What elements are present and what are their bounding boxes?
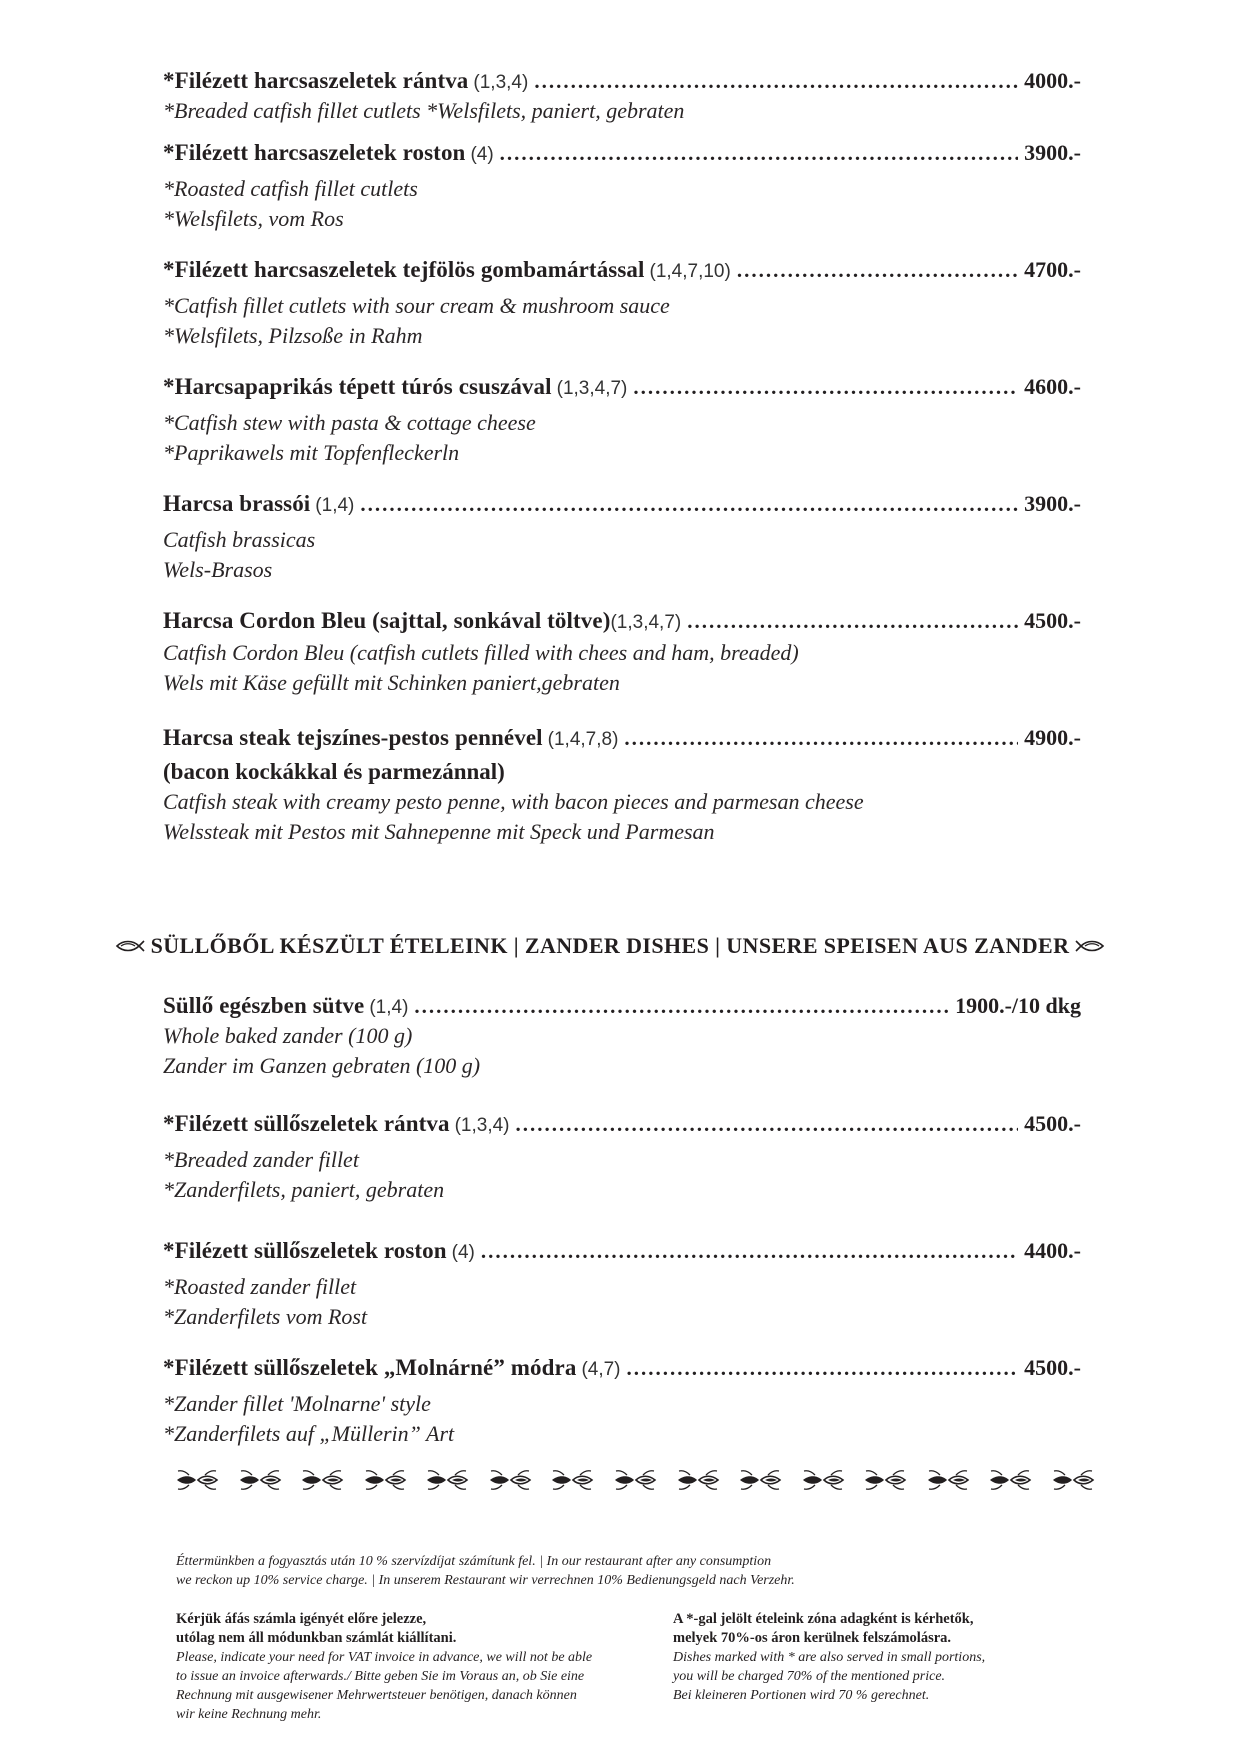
allergen-codes: (4): [451, 1242, 475, 1263]
price: 1900.-/10 dkg: [955, 993, 1081, 1018]
dot-leader: [633, 374, 1018, 400]
dish-description: Wels-Brasos: [163, 557, 273, 582]
dot-leader: [624, 725, 1018, 751]
allergen-codes: (4): [470, 144, 494, 165]
menu-item: [163, 608, 1081, 698]
dot-leader: [414, 993, 949, 1019]
ornament-icon: [425, 1468, 469, 1492]
dot-leader: [687, 608, 1018, 634]
dish-description: *Roasted zander fillet: [163, 1274, 357, 1299]
dish-description: *Zanderfilets vom Rost: [163, 1304, 368, 1329]
note-line: melyek 70%-os áron kerülnek felszámolásra.: [673, 1630, 952, 1646]
dot-leader: [360, 491, 1018, 517]
ornament-icon: [613, 1468, 657, 1492]
dish-description: Catfish Cordon Bleu (catfish cutlets filled with chees and ham, breaded): [163, 640, 799, 665]
dish-description: Catfish steak with creamy pesto penne, with bacon pieces and parmesan cheese: [163, 789, 864, 814]
dish-description: Wels mit Käse gefüllt mit Schinken paniert,gebraten: [163, 670, 620, 695]
dish-description: *Zanderfilets, paniert, gebraten: [163, 1177, 445, 1202]
dish-name: *Filézett süllőszeletek „Molnárné” módra: [163, 1355, 577, 1380]
dish-description: *Breaded catfish fillet cutlets *Welsfilets, paniert, gebraten: [163, 98, 685, 123]
dot-leader: [627, 1355, 1019, 1381]
ornament-icon: [863, 1468, 907, 1492]
allergen-codes: (1,4,7,10): [649, 261, 731, 282]
menu-item: [163, 725, 1081, 847]
menu-item: [163, 140, 1081, 234]
price: 4500.-: [1024, 1355, 1081, 1380]
ornament-icon: [238, 1468, 282, 1492]
allergen-codes: (1,3,4): [473, 72, 529, 93]
ornament-icon: [738, 1468, 782, 1492]
dish-description: Welssteak mit Pestos mit Sahnepenne mit Speck und Parmesan: [163, 819, 715, 844]
ornament-icon: [175, 1468, 219, 1492]
dish-description: *Breaded zander fillet: [163, 1147, 359, 1172]
price: 4700.-: [1024, 257, 1081, 282]
small-portion-note: [673, 1610, 1093, 1705]
note-line: A *-gal jelölt ételeink zóna adagként is kérhetők,: [673, 1611, 974, 1627]
menu-item: [163, 1238, 1081, 1332]
menu-item: [163, 68, 1081, 126]
note-line: Kérjük áfás számla igényét előre jelezze,: [176, 1611, 427, 1627]
allergen-codes: (1,4,7,8): [547, 729, 619, 750]
dish-name-continued: (bacon kockákkal és parmezánnal): [163, 759, 505, 784]
dish-name: Harcsa Cordon Bleu (sajttal, sonkával töltve): [163, 608, 611, 633]
dish-description: *Catfish fillet cutlets with sour cream & mushroom sauce: [163, 293, 670, 318]
ornament-icon: [926, 1468, 970, 1492]
menu-item: [163, 491, 1081, 585]
ornament-icon: [488, 1468, 532, 1492]
allergen-codes: (1,3,4,7): [610, 612, 682, 633]
dish-name: *Filézett harcsaszeletek rántva: [163, 68, 469, 93]
dish-description: Catfish brassicas: [163, 527, 316, 552]
dish-name: Harcsa brassói: [163, 491, 311, 516]
section-heading: [100, 933, 1120, 959]
ornament-icon: [988, 1468, 1032, 1492]
section-title: SÜLLŐBŐL KÉSZÜLT ÉTELEINK | ZANDER DISHES | UNSERE SPEISEN AUS ZANDER: [150, 933, 1070, 958]
dot-leader: [481, 1238, 1018, 1264]
menu-item: [163, 374, 1081, 468]
dish-name: Harcsa steak tejszínes-pestos pennével: [163, 725, 543, 750]
service-charge-note: [176, 1552, 1076, 1590]
allergen-codes: (1,4): [369, 997, 409, 1018]
vat-invoice-note: [176, 1610, 656, 1724]
ornament-divider: [175, 1468, 1095, 1492]
dot-leader: [500, 140, 1019, 166]
fish-icon: [115, 938, 145, 954]
menu-item: [163, 993, 1081, 1081]
ornament-icon: [550, 1468, 594, 1492]
price: 4900.-: [1024, 725, 1081, 750]
dot-leader: [737, 257, 1018, 283]
dish-description: *Zander fillet 'Molnarne' style: [163, 1391, 431, 1416]
price: 3900.-: [1024, 140, 1081, 165]
dish-name: Süllő egészben sütve: [163, 993, 365, 1018]
dish-name: *Harcsapaprikás tépett túrós csuszával: [163, 374, 552, 399]
dish-name: *Filézett süllőszeletek roston: [163, 1238, 447, 1263]
allergen-codes: (1,3,4): [454, 1115, 510, 1136]
menu-item: [163, 1355, 1081, 1449]
dish-description: Whole baked zander (100 g): [163, 1023, 413, 1048]
ornament-icon: [676, 1468, 720, 1492]
note-line: we reckon up 10% service charge. | In unserem Restaurant wir verrechnen 10% Bedienungsgeld nach Verzehr.: [176, 1573, 795, 1588]
dot-leader: [534, 68, 1018, 94]
dish-description: *Zanderfilets auf „Müllerin” Art: [163, 1421, 455, 1446]
price: 4600.-: [1024, 374, 1081, 399]
note-line: you will be charged 70% of the mentioned price.: [673, 1669, 946, 1684]
dish-name: *Filézett harcsaszeletek roston: [163, 140, 466, 165]
allergen-codes: (1,3,4,7): [556, 378, 628, 399]
allergen-codes: (4,7): [581, 1359, 621, 1380]
menu-item: [163, 257, 1081, 351]
ornament-icon: [1051, 1468, 1095, 1492]
dish-description: Zander im Ganzen gebraten (100 g): [163, 1053, 481, 1078]
dish-description: *Catfish stew with pasta & cottage cheese: [163, 410, 536, 435]
menu-item: [163, 1111, 1081, 1205]
note-line: Rechnung mit ausgewisener Mehrwertsteuer benötigen, danach können: [176, 1688, 577, 1703]
allergen-codes: (1,4): [315, 495, 355, 516]
dish-name: *Filézett süllőszeletek rántva: [163, 1111, 450, 1136]
price: 4000.-: [1024, 68, 1081, 93]
dish-description: *Welsfilets, Pilzsoße in Rahm: [163, 323, 423, 348]
dish-description: *Welsfilets, vom Ros: [163, 206, 344, 231]
ornament-icon: [300, 1468, 344, 1492]
ornament-icon: [801, 1468, 845, 1492]
note-line: wir keine Rechnung mehr.: [176, 1707, 322, 1722]
dish-name: *Filézett harcsaszeletek tejfölös gombamártással: [163, 257, 645, 282]
price: 4500.-: [1024, 1111, 1081, 1136]
dish-description: *Paprikawels mit Topfenfleckerln: [163, 440, 460, 465]
fish-icon: [1075, 938, 1105, 954]
ornament-icon: [363, 1468, 407, 1492]
price: 3900.-: [1024, 491, 1081, 516]
dot-leader: [516, 1111, 1019, 1137]
price: 4500.-: [1024, 608, 1081, 633]
note-line: Please, indicate your need for VAT invoice in advance, we will not be able: [176, 1650, 593, 1665]
note-line: Éttermünkben a fogyasztás után 10 % szervízdíjat számítunk fel. | In our restaurant after any consumption: [176, 1554, 772, 1569]
note-line: Dishes marked with * are also served in small portions,: [673, 1650, 986, 1665]
note-line: utólag nem áll módunkban számlát kiállítani.: [176, 1630, 457, 1646]
dish-description: *Roasted catfish fillet cutlets: [163, 176, 418, 201]
price: 4400.-: [1024, 1238, 1081, 1263]
note-line: to issue an invoice afterwards./ Bitte geben Sie im Voraus an, ob Sie eine: [176, 1669, 585, 1684]
note-line: Bei kleineren Portionen wird 70 % gerechnet.: [673, 1688, 930, 1703]
